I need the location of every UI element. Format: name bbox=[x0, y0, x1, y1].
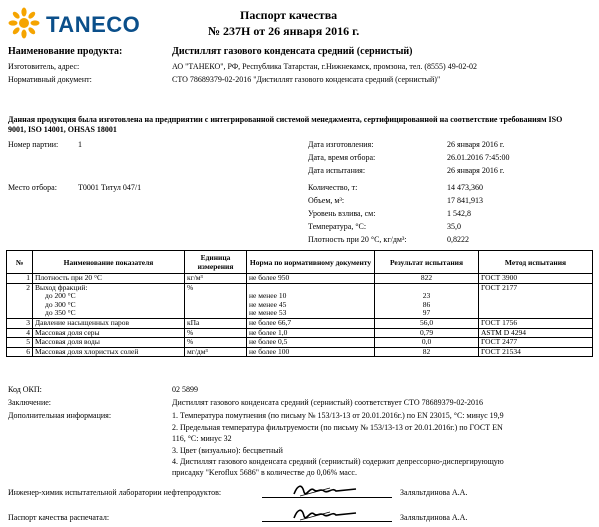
row-parameter: Массовая доля хлористых солей bbox=[33, 347, 185, 357]
row-parameter: Плотность при 20 °С bbox=[33, 274, 185, 284]
table-row bbox=[7, 347, 593, 357]
header-parameter: Наименование показателя bbox=[33, 251, 185, 274]
okp-label: Код ОКП: bbox=[8, 385, 42, 394]
row-parameter: до 200 °С bbox=[33, 292, 185, 301]
row-result: 56,0 bbox=[375, 318, 479, 328]
row-norm bbox=[247, 283, 375, 292]
maker-label: Изготовитель, адрес: bbox=[8, 62, 80, 71]
row-unit: % bbox=[185, 338, 247, 348]
normative-doc-label: Нормативный документ: bbox=[8, 75, 92, 84]
row-parameter: Массовая доля серы bbox=[33, 328, 185, 338]
row-method: ГОСТ 2477 bbox=[479, 338, 593, 348]
row-method: ГОСТ 21534 bbox=[479, 347, 593, 357]
quantity-label: Температура, °С: bbox=[308, 222, 367, 231]
date-label: Дата изготовления: bbox=[308, 140, 374, 149]
quantity-value: 35,0 bbox=[447, 222, 461, 231]
document-title: Паспорт качества bbox=[240, 8, 338, 22]
additional-info-line: 4. Дистиллят газового конденсата средний (сернистый) содержит депрессорно-диспергирующую bbox=[172, 457, 504, 466]
sun-logo-icon bbox=[8, 7, 40, 39]
row-result: 0,79 bbox=[375, 328, 479, 338]
additional-info-line: 3. Цвет (визуально): бесцветный bbox=[172, 446, 283, 455]
row-method: ГОСТ 3900 bbox=[479, 274, 593, 284]
date-value: 26.01.2016 7:45:00 bbox=[447, 153, 510, 162]
row-parameter: Массовая доля воды bbox=[33, 338, 185, 348]
quantity-label: Уровень взлива, см: bbox=[308, 209, 376, 218]
header-number: № bbox=[7, 251, 33, 274]
document-number: № 237Н от 26 января 2016 г. bbox=[208, 24, 360, 38]
table-row bbox=[7, 318, 593, 328]
row-unit: % bbox=[185, 328, 247, 338]
row-parameter: Давление насыщенных паров bbox=[33, 318, 185, 328]
table-row bbox=[7, 292, 593, 301]
batch-label: Номер партии: bbox=[8, 140, 59, 149]
row-result: 0,0 bbox=[375, 338, 479, 348]
row-norm: не более 0,5 bbox=[247, 338, 375, 348]
table-row bbox=[7, 309, 593, 318]
place-label: Место отбора: bbox=[8, 183, 57, 192]
additional-info-label: Дополнительная информация: bbox=[8, 411, 112, 420]
row-norm: не более 66,7 bbox=[247, 318, 375, 328]
table-row bbox=[7, 328, 593, 338]
additional-info-line: 116, °С: минус 32 bbox=[172, 434, 232, 443]
quantity-label: Плотность при 20 °С, кг/дм³: bbox=[308, 235, 407, 244]
row-result: 97 bbox=[375, 309, 479, 318]
row-result: 86 bbox=[375, 301, 479, 310]
row-parameter: до 350 °С bbox=[33, 309, 185, 318]
engineer-name: Заляльтдинова А.А. bbox=[400, 488, 468, 497]
row-norm: не более 1,0 bbox=[247, 328, 375, 338]
row-unit bbox=[185, 301, 247, 310]
printed-by-label: Паспорт качества распечатал: bbox=[8, 513, 110, 522]
table-row bbox=[7, 274, 593, 284]
row-method: ASTM D 4294 bbox=[479, 328, 593, 338]
row-unit: % bbox=[185, 283, 247, 292]
quantity-value: 0,8222 bbox=[447, 235, 469, 244]
iso-statement: Данная продукция была изготовлена на предприятии с интегрированной системой менеджмента, сертифицированной на соответствие требованиям ISO 9001, ISO 14001, OHSAS 18001 bbox=[8, 115, 563, 134]
signature-image bbox=[290, 482, 360, 500]
row-norm: не менее 45 bbox=[247, 301, 375, 310]
row-number bbox=[7, 309, 33, 318]
row-number: 4 bbox=[7, 328, 33, 338]
signature-image bbox=[290, 506, 360, 524]
row-result: 82 bbox=[375, 347, 479, 357]
row-parameter: Выход фракций: bbox=[33, 283, 185, 292]
quality-table bbox=[6, 250, 593, 357]
quantity-label: Количество, т: bbox=[308, 183, 358, 192]
row-number: 6 bbox=[7, 347, 33, 357]
product-name-value: Дистиллят газового конденсата средний (сернистый) bbox=[172, 46, 413, 57]
engineer-label: Инженер-химик испытательной лаборатории нефтепродуктов: bbox=[8, 488, 222, 497]
okp-value: 02 5899 bbox=[172, 385, 198, 394]
date-value: 26 января 2016 г. bbox=[447, 166, 505, 175]
row-unit: кг/м³ bbox=[185, 274, 247, 284]
quantity-value: 14 473,360 bbox=[447, 183, 483, 192]
row-norm: не менее 10 bbox=[247, 292, 375, 301]
row-method bbox=[479, 292, 593, 301]
row-method: ГОСТ 2177 bbox=[479, 283, 593, 292]
row-result bbox=[375, 283, 479, 292]
conclusion-value: Дистиллят газового конденсата средний (сернистый) соответствует СТО 78689379-02-2016 bbox=[172, 398, 484, 407]
row-result: 822 bbox=[375, 274, 479, 284]
row-norm: не более 100 bbox=[247, 347, 375, 357]
row-method bbox=[479, 309, 593, 318]
header-result: Результат испытания bbox=[375, 251, 479, 274]
row-unit bbox=[185, 292, 247, 301]
quantity-label: Объем, м³: bbox=[308, 196, 345, 205]
taneco-logo bbox=[6, 6, 156, 40]
header-norm: Норма по нормативному документу bbox=[247, 251, 375, 274]
maker-value: АО "ТАНЕКО", РФ, Республика Татарстан, г.Нижнекамск, промзона, тел. (8555) 49-02-02 bbox=[172, 62, 478, 71]
product-name-label: Наименование продукта: bbox=[8, 46, 123, 57]
logo-wordmark: TANECO bbox=[46, 12, 141, 37]
additional-info-line: 1. Температура помутнения (по письму № 153/13-13 от 20.01.2016г.) по EN 23015, °С: минус 19,9 bbox=[172, 411, 504, 420]
quantity-value: 17 841,913 bbox=[447, 196, 483, 205]
row-number: 1 bbox=[7, 274, 33, 284]
row-method: ГОСТ 1756 bbox=[479, 318, 593, 328]
additional-info-line: присадку "Keroflux 5686" в количестве до 0,06% масс. bbox=[172, 468, 357, 477]
place-value: Т0001 Титул 047/1 bbox=[78, 183, 142, 192]
table-row bbox=[7, 301, 593, 310]
row-number bbox=[7, 301, 33, 310]
row-norm: не менее 53 bbox=[247, 309, 375, 318]
header-unit: Единица измерения bbox=[185, 251, 247, 274]
table-header-row bbox=[7, 251, 593, 274]
row-unit bbox=[185, 309, 247, 318]
date-label: Дата испытания: bbox=[308, 166, 366, 175]
row-number bbox=[7, 292, 33, 301]
row-norm: не более 950 bbox=[247, 274, 375, 284]
row-unit: кПа bbox=[185, 318, 247, 328]
row-number: 5 bbox=[7, 338, 33, 348]
row-method bbox=[479, 301, 593, 310]
batch-value: 1 bbox=[78, 140, 82, 149]
row-parameter: до 300 °С bbox=[33, 301, 185, 310]
row-number: 3 bbox=[7, 318, 33, 328]
table-row bbox=[7, 338, 593, 348]
date-label: Дата, время отбора: bbox=[308, 153, 376, 162]
quantity-value: 1 542,8 bbox=[447, 209, 471, 218]
row-unit: мг/дм³ bbox=[185, 347, 247, 357]
conclusion-label: Заключение: bbox=[8, 398, 52, 407]
date-value: 26 января 2016 г. bbox=[447, 140, 505, 149]
printed-by-name: Заляльтдинова А.А. bbox=[400, 513, 468, 522]
header-method: Метод испытания bbox=[479, 251, 593, 274]
row-number: 2 bbox=[7, 283, 33, 292]
normative-doc-value: СТО 78689379-02-2016 "Дистиллят газового конденсата средний (сернистый)" bbox=[172, 75, 441, 84]
table-row bbox=[7, 283, 593, 292]
additional-info-line: 2. Предельная температура фильтруемости (по письму № 153/13-13 от 20.01.2016г.) по ГОСТ EN bbox=[172, 423, 503, 432]
row-result: 23 bbox=[375, 292, 479, 301]
